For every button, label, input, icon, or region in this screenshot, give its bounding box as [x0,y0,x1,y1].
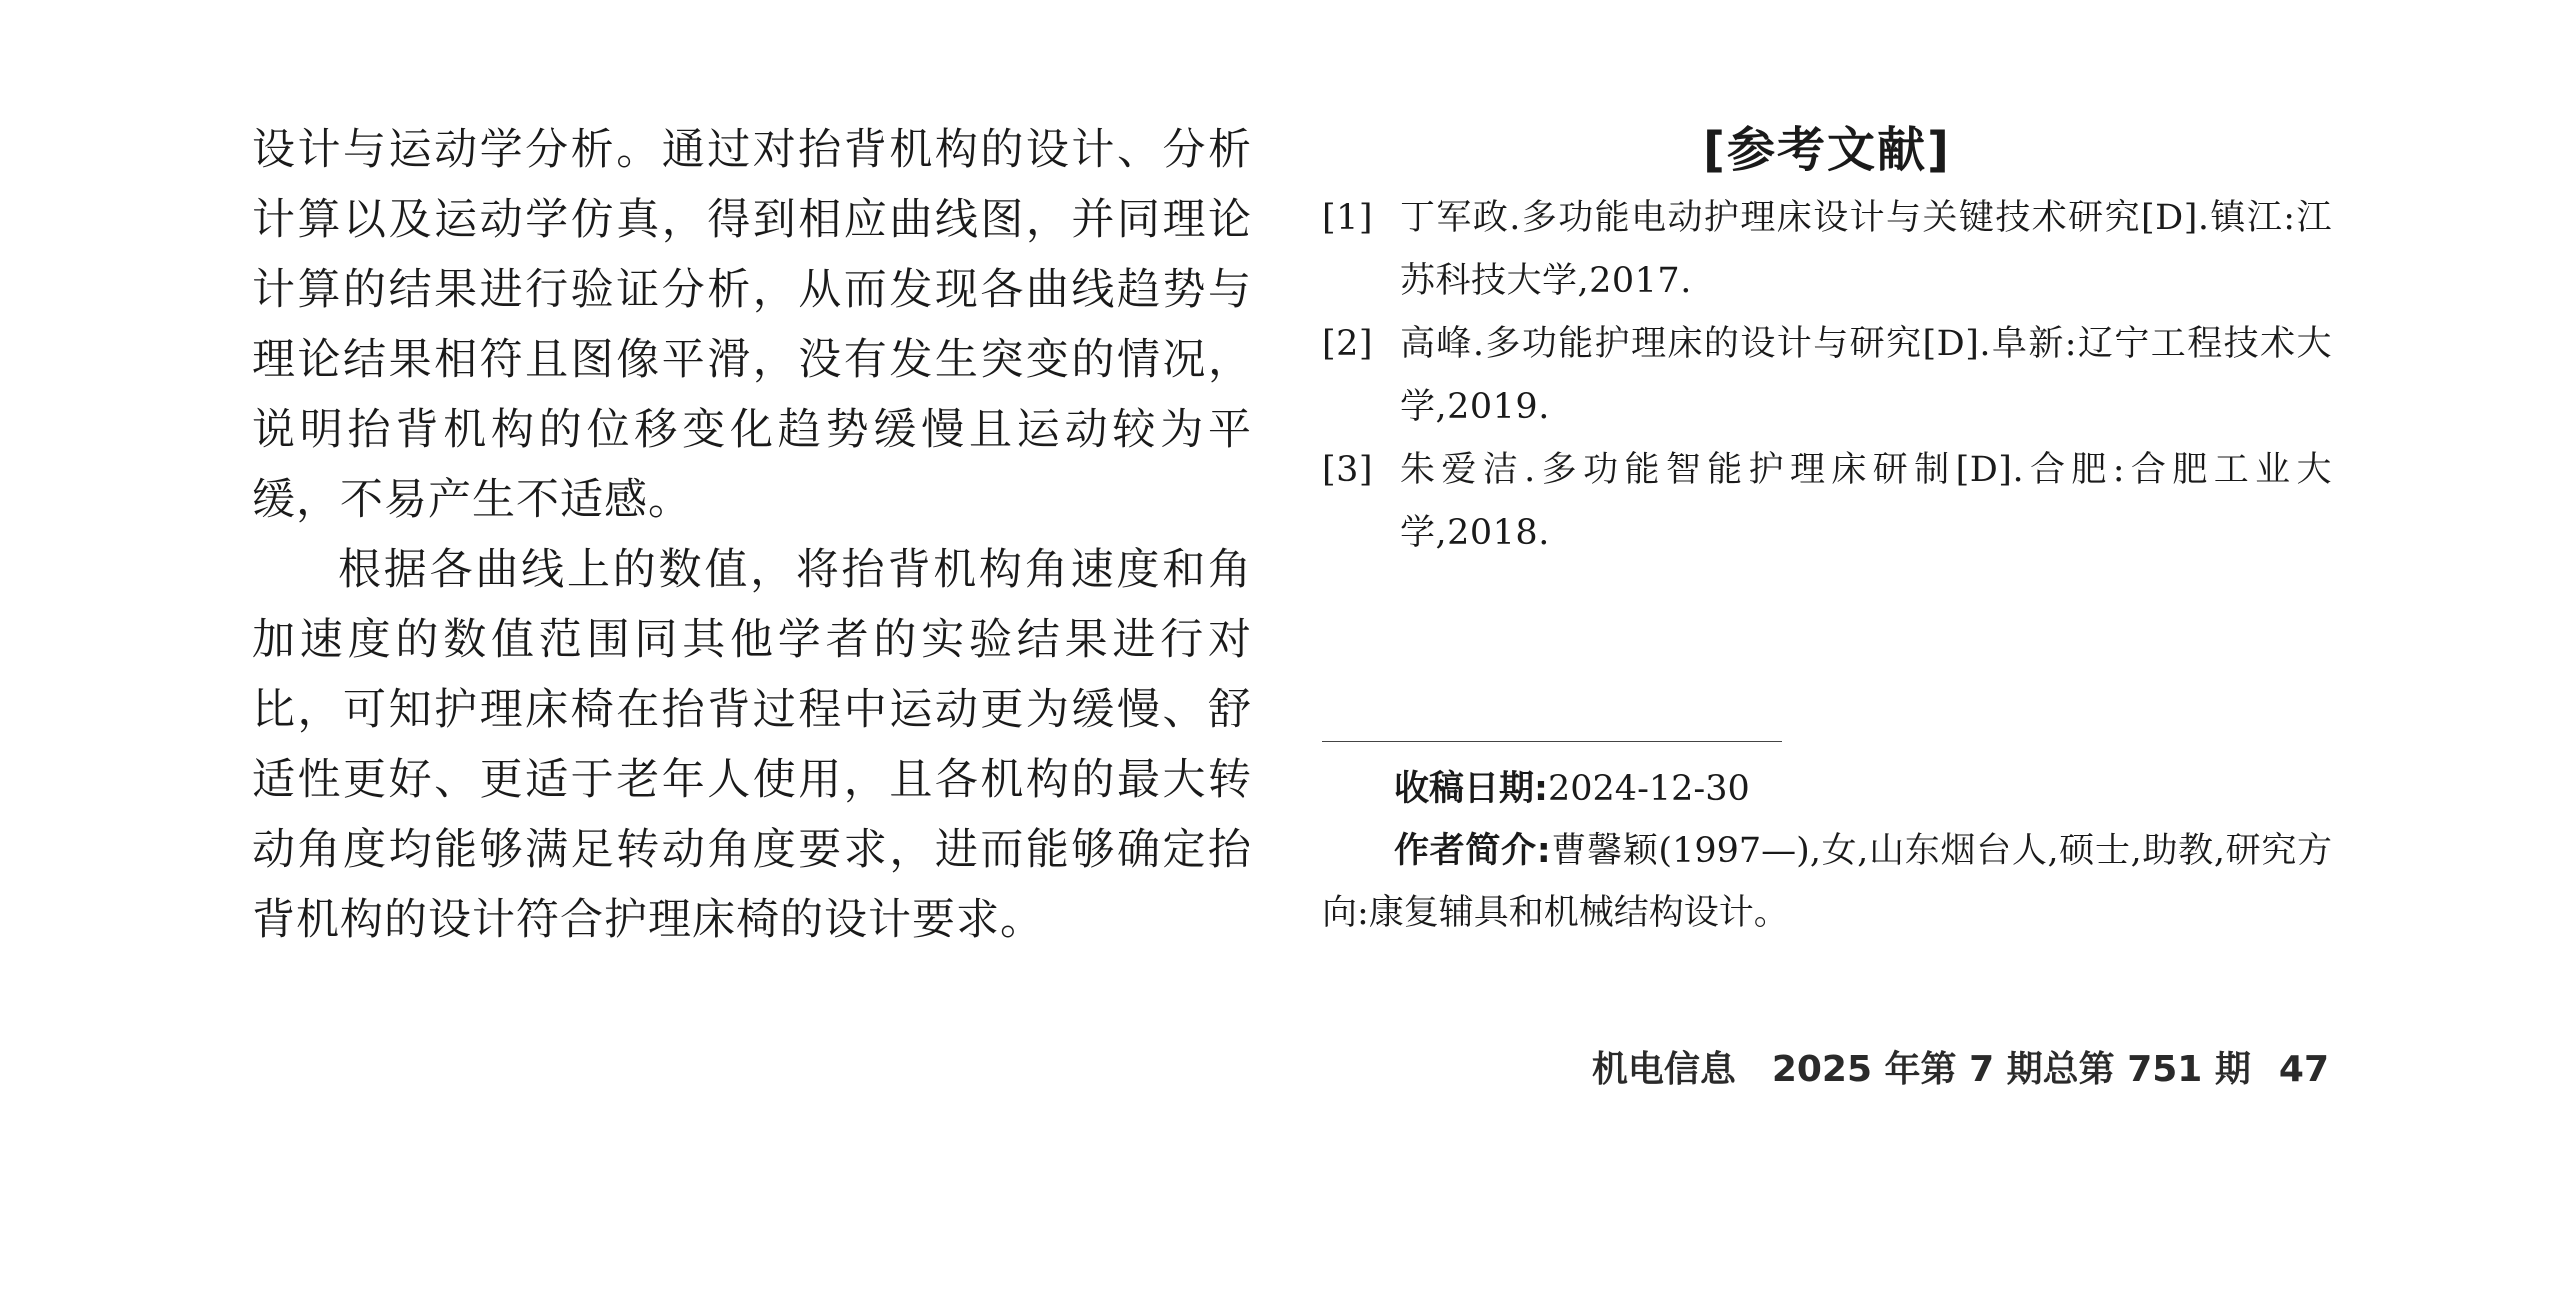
author-bio-label: 作者简介: [1394,831,1551,871]
reference-text: 丁军政.多功能电动护理床设计与关键技术研究[D].镇江:江苏科技大学,2017. [1400,198,2332,301]
body-paragraph-1: 设计与运动学分析。通过对抬背机构的设计、分析计算以及运动学仿真，得到相应曲线图，并同理论计算的结果进行验证分析，从而发现各曲线趋势与理论结果相符且图像平滑，没有发生突变的情况，说明抬背机构的位移变化趋势缓慢且运动较为平缓，不易产生不适感。 [252,125,1252,525]
received-date-value: 2024-12-30 [1548,769,1750,809]
references-heading: [参考文献] [1703,122,1951,178]
journal-name: 机电信息 [1591,1049,1736,1090]
issue-info: 2025 年第 7 期总第 751 期 [1771,1049,2251,1090]
reference-list [1322,187,2332,565]
author-bio-value: 曹馨颖(1997—),女,山东烟台人,硕士,助教,研究方向:康复辅具和机械结构设计。 [1322,831,2332,933]
reference-number: [2] [1322,324,1374,364]
reference-item-1 [1322,187,2332,313]
reference-text: 高峰.多功能护理床的设计与研究[D].阜新:辽宁工程技术大学,2019. [1400,324,2332,427]
reference-number: [1] [1322,198,1374,238]
reference-text: 朱爱洁.多功能智能护理床研制[D].合肥:合肥工业大学,2018. [1400,450,2332,553]
page-footer [1592,1040,2329,1100]
references-column [1322,115,2332,565]
author-bio [1322,820,2332,944]
body-text-column [252,115,1252,955]
body-paragraph-2: 根据各曲线上的数值，将抬背机构角速度和角加速度的数值范围同其他学者的实验结果进行对比，可知护理床椅在抬背过程中运动更为缓慢、舒适性更好、更适于老年人使用，且各机构的最大转动角度均能够满足转动角度要求，进而能够确定抬背机构的设计符合护理床椅的设计要求。 [252,545,1252,945]
received-date [1322,758,2332,820]
reference-item-3 [1322,439,2332,565]
reference-number: [3] [1322,450,1374,490]
reference-item-2 [1322,313,2332,439]
page-number: 47 [2278,1049,2329,1090]
article-metadata [1322,758,2332,944]
footnote-divider [1322,741,1782,742]
received-date-label: 收稿日期: [1394,769,1548,809]
